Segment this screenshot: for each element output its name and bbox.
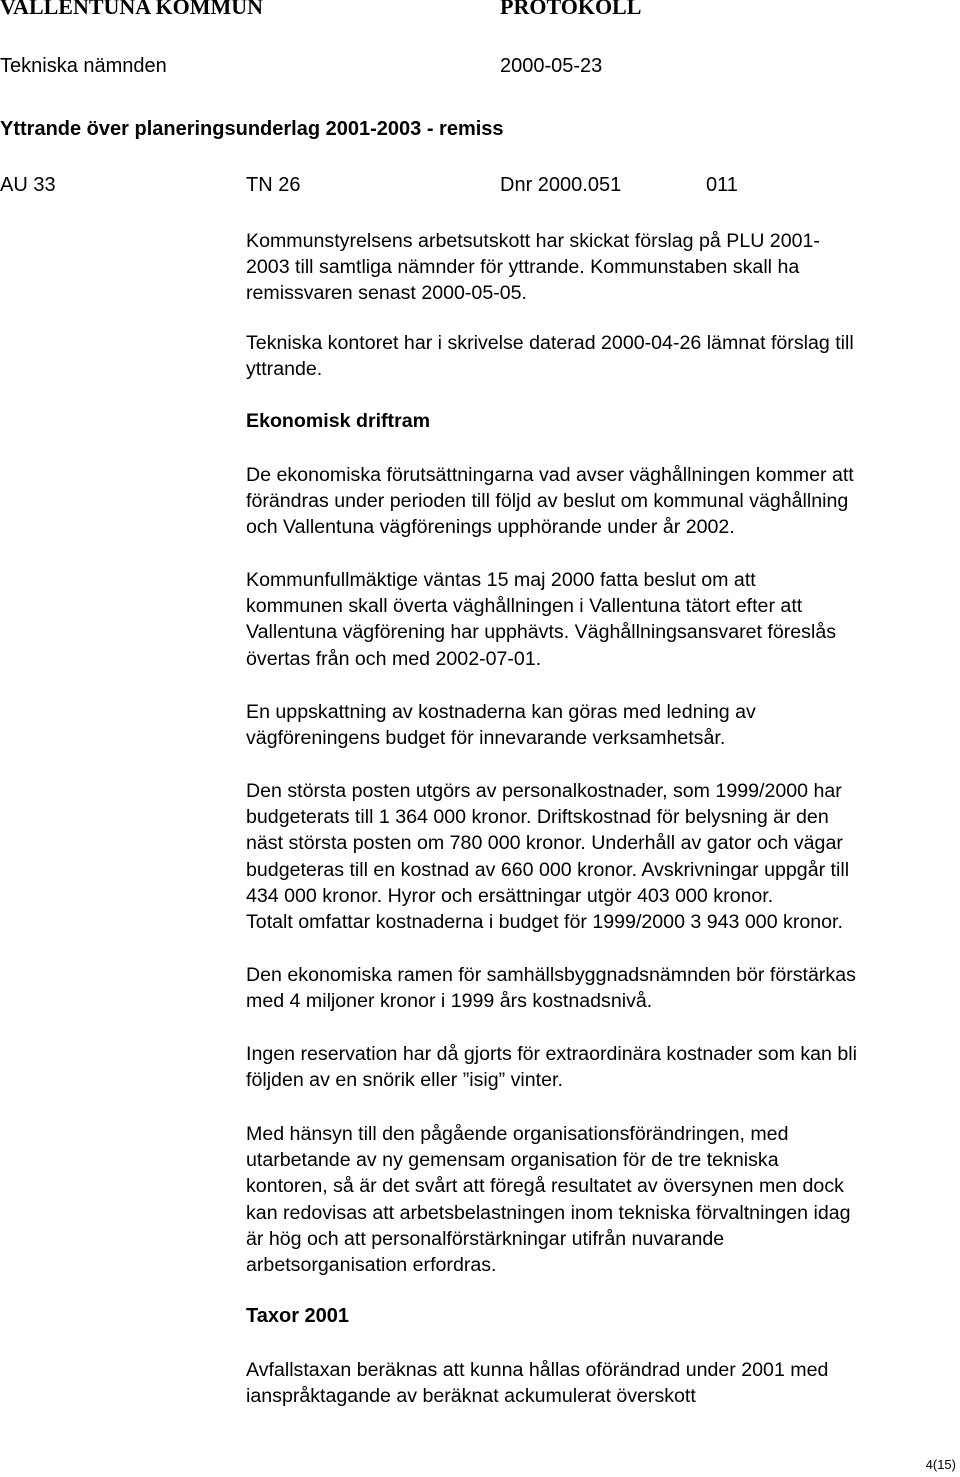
text-line: Kommunfullmäktige väntas 15 maj 2000 fatta beslut om att (246, 569, 756, 591)
text-line: Den största posten utgörs av personalkostnader, som 1999/2000 har (246, 780, 842, 802)
text-line: Vallentuna vägförening har upphävts. Väghållningsansvaret föreslås (246, 621, 837, 644)
intro-paragraph (246, 228, 960, 307)
text-line: övertas från och med 2002-07-01. (246, 647, 542, 670)
text-line: Kommunstyrelsens arbetsutskott har skickat förslag på PLU 2001- (246, 230, 820, 252)
section-heading: Taxor 2001 (246, 1305, 350, 1327)
body-paragraph (246, 1357, 960, 1409)
text-line: 434 000 kronor. Hyror och ersättningar utgör 403 000 kronor. (246, 884, 774, 907)
text-line: Totalt omfattar kostnaderna i budget för 1999/2000 3 943 000 kronor. (246, 911, 843, 934)
au-reference: AU 33 (0, 174, 56, 196)
text-line: utarbetande av ny gemensam organisation för de tre tekniska (246, 1149, 779, 1172)
document-type: PROTOKOLL (500, 0, 642, 19)
reference-code: 011 (706, 174, 738, 196)
body-paragraph (246, 462, 960, 541)
tn-reference: TN 26 (246, 174, 301, 196)
section-heading: Ekonomisk driftram (246, 410, 431, 432)
text-line: Med hänsyn till den pågående organisationsförändringen, med (246, 1123, 789, 1145)
text-line: Den ekonomiska ramen för samhällsbyggnadsnämnden bör förstärkas (246, 964, 856, 986)
committee-name: Tekniska nämnden (0, 55, 167, 77)
text-line: budgeterats till 1 364 000 kronor. Driftskostnad för belysning är den (246, 806, 829, 829)
text-line: kontoren, så är det svårt att föregå resultatet av översynen men dock (246, 1175, 844, 1198)
text-line: med 4 miljoner kronor i 1999 års kostnadsnivå. (246, 990, 653, 1013)
body-paragraph (246, 1041, 960, 1093)
text-line: näst största posten om 780 000 kronor. Underhåll av gator och vägar (246, 832, 843, 855)
text-line: och Vallentuna vägförenings upphörande under år 2002. (246, 516, 735, 539)
text-line: är hög och att personalförstärkningar utifrån nuvarande (246, 1227, 725, 1250)
page-number: 4(15) (925, 1457, 956, 1472)
text-line: Tekniska kontoret har i skrivelse daterad 2000-04-26 lämnat förslag till (246, 332, 854, 354)
dnr-reference: Dnr 2000.051 (500, 174, 622, 196)
body-paragraph (246, 778, 960, 935)
intro-paragraph (246, 330, 960, 382)
text-line: En uppskattning av kostnaderna kan göras med ledning av (246, 701, 756, 723)
body-paragraph (246, 962, 960, 1014)
body-paragraph (246, 699, 960, 751)
text-line: kan redovisas att arbetsbelastningen inom tekniska förvaltningen idag (246, 1201, 851, 1224)
meeting-date: 2000-05-23 (500, 55, 603, 77)
text-line: De ekonomiska förutsättningarna vad avser väghållningen kommer att (246, 464, 854, 486)
text-line: Ingen reservation har då gjorts för extraordinära kostnader som kan bli (246, 1043, 857, 1065)
text-line: 2003 till samtliga nämnder för yttrande. Kommunstaben skall ha (246, 256, 800, 279)
text-line: remissvaren senast 2000-05-05. (246, 282, 527, 305)
body-paragraph (246, 567, 960, 672)
text-line: ianspråktagande av beräknat ackumulerat överskott (246, 1385, 696, 1408)
text-line: förändras under perioden till följd av beslut om kommunal väghållning (246, 490, 849, 513)
text-line: vägföreningens budget för innevarande verksamhetsår. (246, 727, 726, 750)
text-line: kommunen skall överta väghållningen i Vallentuna tätort efter att (246, 595, 803, 618)
text-line: följden av en snörik eller ”isig” vinter. (246, 1069, 563, 1092)
text-line: budgeteras till en kostnad av 660 000 kronor. Avskrivningar uppgår till (246, 858, 850, 881)
organization-name: VALLENTUNA KOMMUN (0, 0, 264, 19)
text-line: Avfallstaxan beräknas att kunna hållas oförändrad under 2001 med (246, 1359, 829, 1381)
text-line: arbetsorganisation erfordras. (246, 1254, 497, 1277)
body-paragraph (246, 1121, 960, 1278)
text-line: yttrande. (246, 358, 323, 381)
document-title: Yttrande över planeringsunderlag 2001-2003 - remiss (0, 118, 504, 140)
